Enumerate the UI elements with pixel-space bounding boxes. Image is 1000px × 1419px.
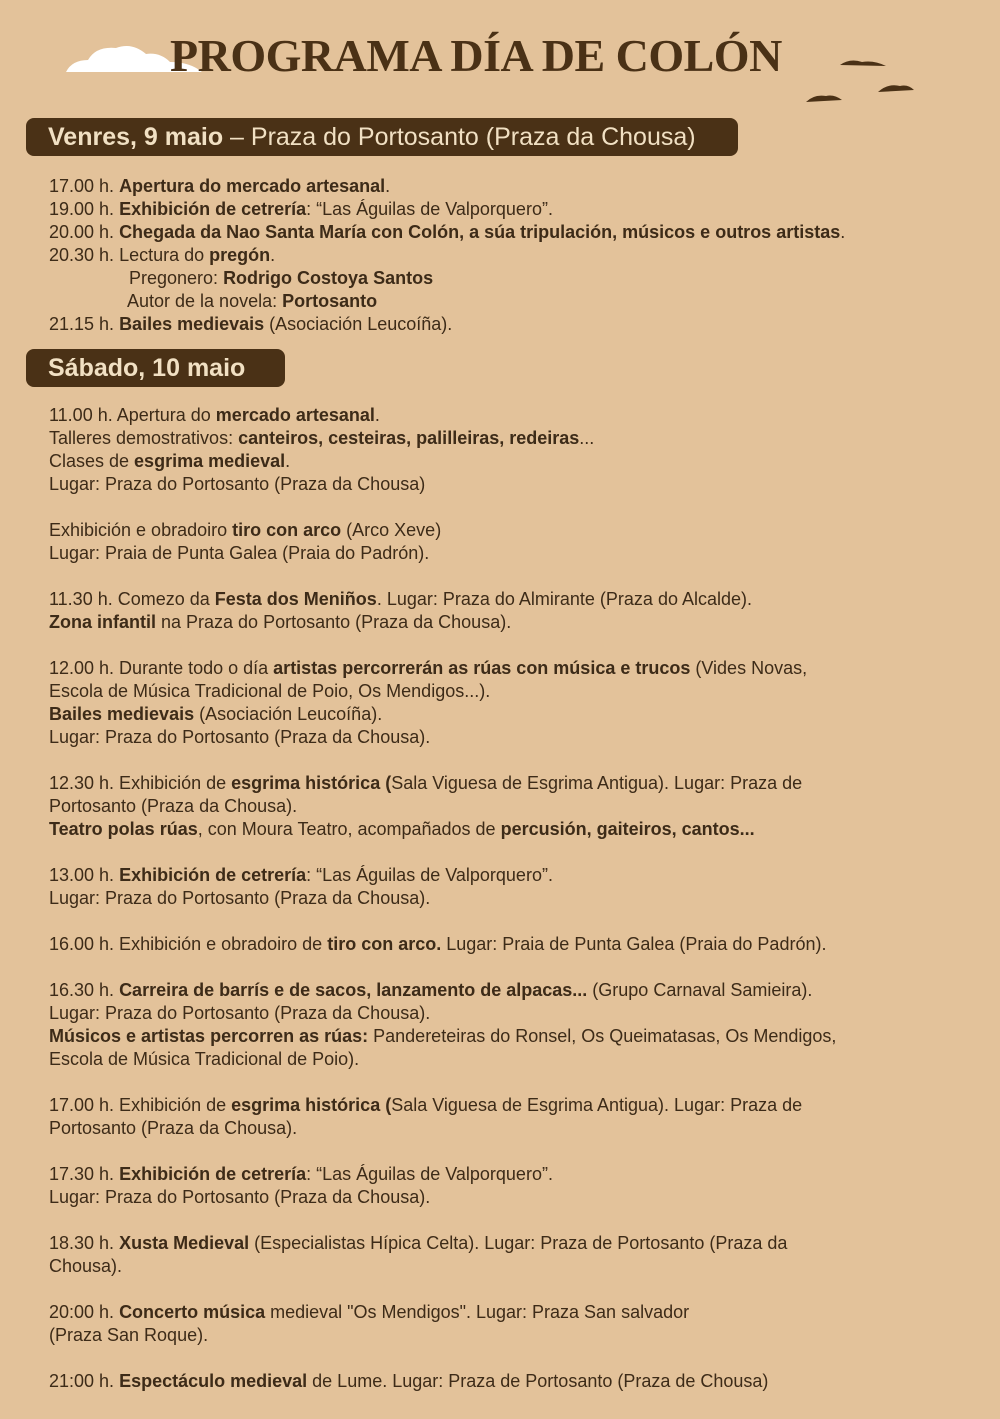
list-item: 20.00 h. Chegada da Nao Santa María con Colón, a súa tripulación, músicos e outros artistas. [49,222,846,242]
list-item: 17.00 h. Apertura do mercado artesanal. [49,176,391,196]
list-item: 17.00 h. Exhibición de esgrima histórica (Sala Viguesa de Esgrima Antigua). Lugar: Praza de Portosanto (Praza da Chousa). [49,1095,803,1138]
saturday-day: Sábado, 10 maio [48,354,246,382]
list-item: Autor de la novela: Portosanto [127,291,378,311]
list-item: 20.30 h. Lectura do pregón. [49,245,276,265]
list-item: 21:00 h. Espectáculo medieval de Lume. Lugar: Praza de Portosanto (Praza de Chousa) [49,1371,769,1391]
friday-place: – Praza do Portosanto (Praza da Chousa) [223,123,696,151]
list-item: 11.30 h. Comezo da Festa dos Meniños. Lugar: Praza do Almirante (Praza do Alcalde). Zona infantil na Praza do Portosanto (Praza da Chousa). [49,589,753,632]
list-item: 21.15 h. Bailes medievais (Asociación Leucoíña). [49,314,453,334]
list-item: 16.30 h. Carreira de barrís e de sacos, lanzamento de alpacas... (Grupo Carnaval Samieira). Lugar: Praza do Portosanto (Praza da Chousa). Músicos e artistas percorren as rúas: Pandereteiras do Ronsel, Os Queimatasas, Os Mendigos, Escola de Música Tradicional de Poio). [49,980,837,1069]
list-item: 12.30 h. Exhibición de esgrima histórica (Sala Viguesa de Esgrima Antigua). Lugar: Praza de Portosanto (Praza da Chousa). Teatro polas rúas, con Moura Teatro, acompañados de percusión, gaiteiros, cantos... [49,773,803,839]
saturday-schedule [49,404,970,1416]
saturday-header [26,349,285,387]
list-item: Exhibición e obradoiro tiro con arco (Arco Xeve) Lugar: Praia de Punta Galea (Praia do Padrón). [49,520,442,563]
list-item: 18.30 h. Xusta Medieval (Especialistas Hípica Celta). Lugar: Praza de Portosanto (Praza da Chousa). [49,1233,788,1276]
list-item: 17.30 h. Exhibición de cetrería: “Las Águilas de Valporquero”. Lugar: Praza do Portosanto (Praza da Chousa). [49,1164,553,1207]
list-item: Pregonero: Rodrigo Costoya Santos [129,268,434,288]
page-title: PROGRAMA DÍA DE COLÓN [170,30,782,81]
cloud-right-icon [800,50,920,105]
list-item: 16.00 h. Exhibición e obradoiro de tiro con arco. Lugar: Praia de Punta Galea (Praia do Padrón). [49,934,827,954]
list-item: 19.00 h. Exhibición de cetrería: “Las Águilas de Valporquero”. [49,199,553,219]
list-item: 13.00 h. Exhibición de cetrería: “Las Águilas de Valporquero”. Lugar: Praza do Portosanto (Praza da Chousa). [49,865,553,908]
list-item: 12.00 h. Durante todo o día artistas percorrerán as rúas con música e trucos (Vides Novas, Escola de Música Tradicional de Poio, Os Mendigos...). Bailes medievais (Asociación Leucoíña). Lugar: Praza do Portosanto (Praza da Chousa). [49,658,808,747]
list-item: 11.00 h. Apertura do mercado artesanal. Talleres demostrativos: canteiros, cesteiras, palilleiras, redeiras... Clases de esgrima medieval. Lugar: Praza do Portosanto (Praza da Chousa) [49,405,595,494]
friday-header [26,118,738,156]
friday-day: Venres, 9 maio [48,123,224,151]
friday-schedule [49,175,970,336]
list-item: 20:00 h. Concerto música medieval "Os Mendigos". Lugar: Praza San salvador (Praza San Roque). [49,1302,690,1345]
